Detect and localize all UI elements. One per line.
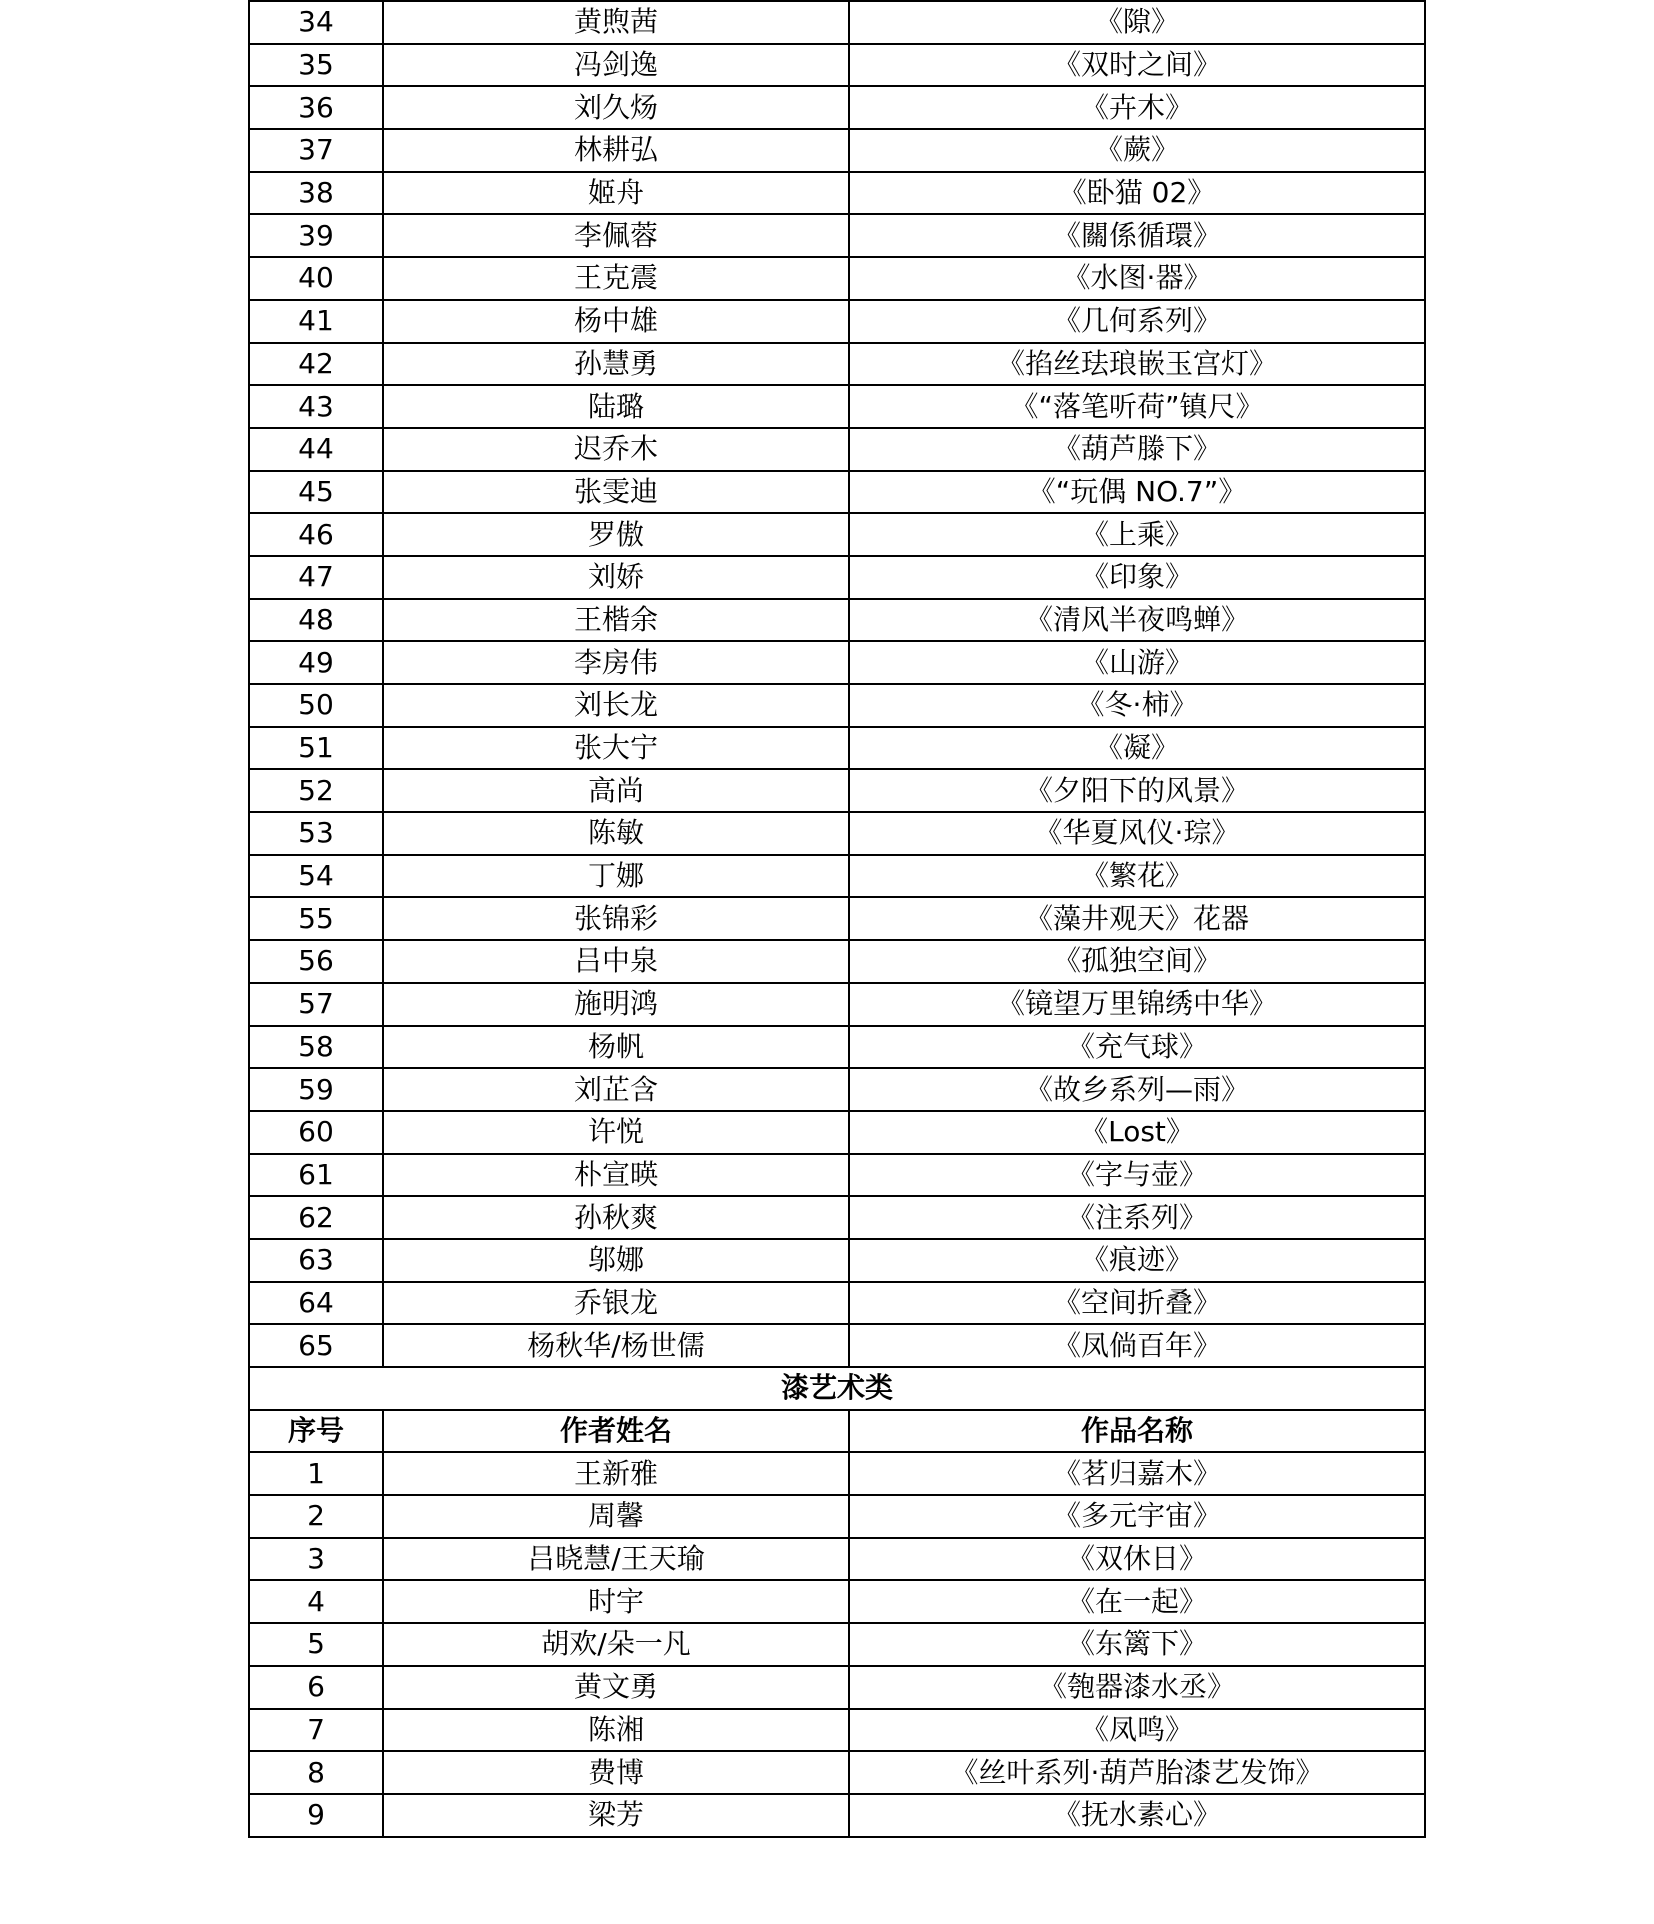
author-name-cell: 王新雅 [383, 1452, 849, 1495]
author-name-cell: 朴宣暎 [383, 1154, 849, 1197]
author-name-cell: 张雯迪 [383, 471, 849, 514]
author-name-cell: 孙秋爽 [383, 1196, 849, 1239]
table-row [249, 684, 1425, 727]
table-row [249, 1495, 1425, 1538]
serial-number-cell: 8 [249, 1751, 383, 1794]
work-title-cell: 《凤倘百年》 [849, 1324, 1425, 1367]
work-title-cell: 《關係循環》 [849, 214, 1425, 257]
table-row [249, 812, 1425, 855]
serial-number-cell: 1 [249, 1452, 383, 1495]
serial-number-cell: 9 [249, 1794, 383, 1837]
author-name-cell: 迟乔木 [383, 428, 849, 471]
table-row [249, 129, 1425, 172]
table-row [249, 1282, 1425, 1325]
work-title-cell: 《字与壶》 [849, 1154, 1425, 1197]
table-row [249, 855, 1425, 898]
table-row [249, 1751, 1425, 1794]
column-header-row [249, 1410, 1425, 1453]
work-title-cell: 《华夏风仪·琮》 [849, 812, 1425, 855]
serial-number-cell: 41 [249, 300, 383, 343]
award-list-body [249, 1, 1425, 1837]
serial-number-cell: 57 [249, 983, 383, 1026]
work-title-cell: 《孤独空间》 [849, 940, 1425, 983]
serial-number-cell: 37 [249, 129, 383, 172]
serial-number-cell: 62 [249, 1196, 383, 1239]
author-name-cell: 刘芷含 [383, 1068, 849, 1111]
serial-number-cell: 56 [249, 940, 383, 983]
table-row [249, 1, 1425, 44]
work-title-cell: 《双时之间》 [849, 44, 1425, 87]
table-row [249, 86, 1425, 129]
work-title-cell: 《匏器漆水丞》 [849, 1666, 1425, 1709]
serial-number-cell: 54 [249, 855, 383, 898]
serial-number-cell: 63 [249, 1239, 383, 1282]
table-row [249, 1666, 1425, 1709]
author-name-cell: 丁娜 [383, 855, 849, 898]
work-title-cell: 《清风半夜鸣蝉》 [849, 599, 1425, 642]
author-name-cell: 张锦彩 [383, 897, 849, 940]
table-row [249, 44, 1425, 87]
work-title-cell: 《隙》 [849, 1, 1425, 44]
work-title-cell: 《藻井观天》花器 [849, 897, 1425, 940]
header-work-title: 作品名称 [849, 1410, 1425, 1453]
work-title-cell: 《注系列》 [849, 1196, 1425, 1239]
serial-number-cell: 44 [249, 428, 383, 471]
author-name-cell: 姬舟 [383, 172, 849, 215]
work-title-cell: 《充气球》 [849, 1026, 1425, 1069]
author-name-cell: 陈敏 [383, 812, 849, 855]
section-title-row [249, 1367, 1425, 1410]
serial-number-cell: 64 [249, 1282, 383, 1325]
table-row [249, 1196, 1425, 1239]
serial-number-cell: 45 [249, 471, 383, 514]
work-title-cell: 《上乘》 [849, 513, 1425, 556]
serial-number-cell: 36 [249, 86, 383, 129]
table-row [249, 556, 1425, 599]
author-name-cell: 林耕弘 [383, 129, 849, 172]
section-title: 漆艺术类 [249, 1367, 1425, 1410]
work-title-cell: 《蕨》 [849, 129, 1425, 172]
work-title-cell: 《故乡系列—雨》 [849, 1068, 1425, 1111]
author-name-cell: 乔银龙 [383, 1282, 849, 1325]
author-name-cell: 黄煦茜 [383, 1, 849, 44]
serial-number-cell: 47 [249, 556, 383, 599]
table-row [249, 214, 1425, 257]
work-title-cell: 《山游》 [849, 641, 1425, 684]
work-title-cell: 《空间折叠》 [849, 1282, 1425, 1325]
table-row [249, 257, 1425, 300]
table-row [249, 1623, 1425, 1666]
table-row [249, 897, 1425, 940]
author-name-cell: 杨中雄 [383, 300, 849, 343]
author-name-cell: 时宇 [383, 1580, 849, 1623]
serial-number-cell: 3 [249, 1538, 383, 1581]
serial-number-cell: 4 [249, 1580, 383, 1623]
author-name-cell: 孙慧勇 [383, 343, 849, 386]
work-title-cell: 《凝》 [849, 727, 1425, 770]
author-name-cell: 王楷余 [383, 599, 849, 642]
serial-number-cell: 38 [249, 172, 383, 215]
work-title-cell: 《夕阳下的风景》 [849, 769, 1425, 812]
serial-number-cell: 51 [249, 727, 383, 770]
serial-number-cell: 59 [249, 1068, 383, 1111]
table-row [249, 1154, 1425, 1197]
work-title-cell: 《茗归嘉木》 [849, 1452, 1425, 1495]
work-title-cell: 《繁花》 [849, 855, 1425, 898]
work-title-cell: 《卧猫 02》 [849, 172, 1425, 215]
author-name-cell: 刘长龙 [383, 684, 849, 727]
author-name-cell: 施明鸿 [383, 983, 849, 1026]
table-row [249, 599, 1425, 642]
work-title-cell: 《在一起》 [849, 1580, 1425, 1623]
table-row [249, 641, 1425, 684]
work-title-cell: 《丝叶系列·葫芦胎漆艺发饰》 [849, 1751, 1425, 1794]
work-title-cell: 《冬·柿》 [849, 684, 1425, 727]
serial-number-cell: 6 [249, 1666, 383, 1709]
serial-number-cell: 34 [249, 1, 383, 44]
table-row [249, 1538, 1425, 1581]
table-row [249, 513, 1425, 556]
author-name-cell: 邬娜 [383, 1239, 849, 1282]
work-title-cell: 《“落笔听荷”镇尺》 [849, 385, 1425, 428]
table-row [249, 1794, 1425, 1837]
author-name-cell: 刘娇 [383, 556, 849, 599]
work-title-cell: 《多元宇宙》 [849, 1495, 1425, 1538]
author-name-cell: 吕中泉 [383, 940, 849, 983]
author-name-cell: 李佩蓉 [383, 214, 849, 257]
header-author-name: 作者姓名 [383, 1410, 849, 1453]
serial-number-cell: 35 [249, 44, 383, 87]
author-name-cell: 周馨 [383, 1495, 849, 1538]
author-name-cell: 冯剑逸 [383, 44, 849, 87]
table-row [249, 769, 1425, 812]
table-row [249, 1239, 1425, 1282]
table-row [249, 471, 1425, 514]
serial-number-cell: 53 [249, 812, 383, 855]
table-row [249, 172, 1425, 215]
work-title-cell: 《几何系列》 [849, 300, 1425, 343]
award-list-table [248, 0, 1426, 1838]
serial-number-cell: 48 [249, 599, 383, 642]
work-title-cell: 《镜望万里锦绣中华》 [849, 983, 1425, 1026]
work-title-cell: 《水图·器》 [849, 257, 1425, 300]
serial-number-cell: 5 [249, 1623, 383, 1666]
work-title-cell: 《凤鸣》 [849, 1709, 1425, 1752]
table-row [249, 1068, 1425, 1111]
work-title-cell: 《葫芦滕下》 [849, 428, 1425, 471]
table-row [249, 1709, 1425, 1752]
author-name-cell: 李房伟 [383, 641, 849, 684]
table-row [249, 300, 1425, 343]
author-name-cell: 费博 [383, 1751, 849, 1794]
serial-number-cell: 46 [249, 513, 383, 556]
table-row [249, 385, 1425, 428]
table-row [249, 1324, 1425, 1367]
table-row [249, 727, 1425, 770]
author-name-cell: 杨秋华/杨世儒 [383, 1324, 849, 1367]
author-name-cell: 许悦 [383, 1111, 849, 1154]
work-title-cell: 《痕迹》 [849, 1239, 1425, 1282]
serial-number-cell: 60 [249, 1111, 383, 1154]
author-name-cell: 黄文勇 [383, 1666, 849, 1709]
work-title-cell: 《抚水素心》 [849, 1794, 1425, 1837]
serial-number-cell: 55 [249, 897, 383, 940]
table-row [249, 940, 1425, 983]
work-title-cell: 《“玩偶 NO.7”》 [849, 471, 1425, 514]
serial-number-cell: 65 [249, 1324, 383, 1367]
serial-number-cell: 42 [249, 343, 383, 386]
table-row [249, 1111, 1425, 1154]
work-title-cell: 《Lost》 [849, 1111, 1425, 1154]
work-title-cell: 《卉木》 [849, 86, 1425, 129]
header-serial-number: 序号 [249, 1410, 383, 1453]
author-name-cell: 刘久炀 [383, 86, 849, 129]
serial-number-cell: 58 [249, 1026, 383, 1069]
work-title-cell: 《双休日》 [849, 1538, 1425, 1581]
work-title-cell: 《东篱下》 [849, 1623, 1425, 1666]
author-name-cell: 陈湘 [383, 1709, 849, 1752]
table-row [249, 343, 1425, 386]
author-name-cell: 陆璐 [383, 385, 849, 428]
author-name-cell: 王克震 [383, 257, 849, 300]
table-row [249, 983, 1425, 1026]
serial-number-cell: 2 [249, 1495, 383, 1538]
author-name-cell: 胡欢/朵一凡 [383, 1623, 849, 1666]
author-name-cell: 张大宁 [383, 727, 849, 770]
serial-number-cell: 61 [249, 1154, 383, 1197]
serial-number-cell: 43 [249, 385, 383, 428]
author-name-cell: 梁芳 [383, 1794, 849, 1837]
serial-number-cell: 49 [249, 641, 383, 684]
serial-number-cell: 7 [249, 1709, 383, 1752]
author-name-cell: 杨帆 [383, 1026, 849, 1069]
table-row [249, 1026, 1425, 1069]
author-name-cell: 吕晓慧/王天瑜 [383, 1538, 849, 1581]
serial-number-cell: 52 [249, 769, 383, 812]
table-row [249, 428, 1425, 471]
work-title-cell: 《掐丝珐琅嵌玉宫灯》 [849, 343, 1425, 386]
work-title-cell: 《印象》 [849, 556, 1425, 599]
serial-number-cell: 39 [249, 214, 383, 257]
author-name-cell: 罗傲 [383, 513, 849, 556]
serial-number-cell: 40 [249, 257, 383, 300]
author-name-cell: 高尚 [383, 769, 849, 812]
serial-number-cell: 50 [249, 684, 383, 727]
table-row [249, 1580, 1425, 1623]
table-row [249, 1452, 1425, 1495]
